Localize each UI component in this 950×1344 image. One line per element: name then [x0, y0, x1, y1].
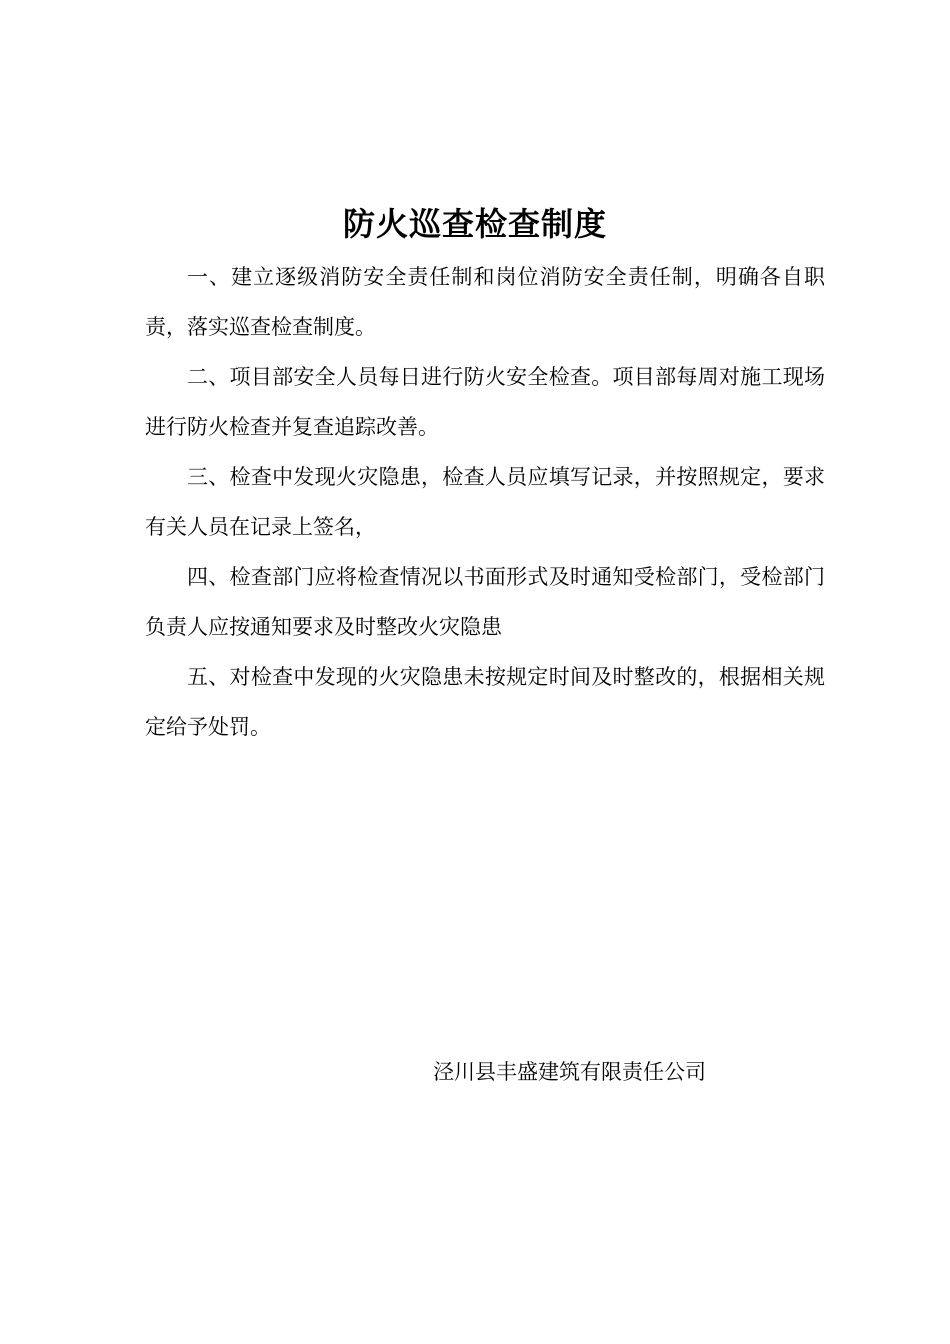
paragraph-3: 三、检查中发现火灾隐患，检查人员应填写记录，并按照规定，要求有关人员在记录上签名， [145, 465, 825, 539]
company-signature: 泾川县丰盛建筑有限责任公司 [433, 1060, 706, 1084]
document-title: 防火巡查检查制度 [342, 205, 607, 244]
paragraph-5: 五、对检查中发现的火灾隐患未按规定时间及时整改的，根据相关规定给予处罚。 [145, 665, 825, 739]
paragraph-1: 一、建立逐级消防安全责任制和岗位消防安全责任制，明确各自职责，落实巡查检查制度。 [145, 265, 825, 339]
paragraph-2: 二、项目部安全人员每日进行防火安全检查。项目部每周对施工现场进行防火检查并复查追踪改善。 [145, 365, 825, 439]
paragraph-4: 四、检查部门应将检查情况以书面形式及时通知受检部门，受检部门负责人应按通知要求及时整改火灾隐患 [145, 565, 825, 639]
document-body [145, 252, 825, 752]
